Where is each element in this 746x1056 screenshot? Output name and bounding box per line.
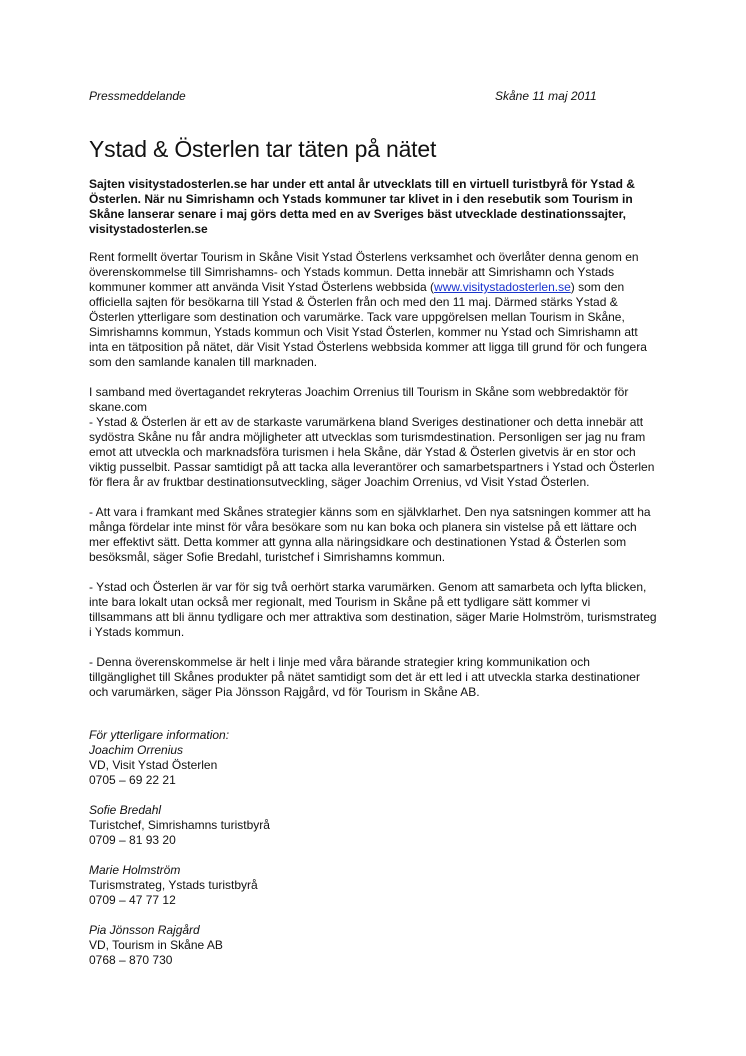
doc-type-label: Pressmeddelande (89, 89, 186, 103)
contact-name: Joachim Orrenius (89, 743, 184, 757)
article-body (89, 250, 657, 715)
contact-phone: 0709 – 47 77 12 (89, 893, 176, 907)
contact-name: Pia Jönsson Rajgård (89, 923, 200, 937)
paragraph-2-line-1: I samband med övertagandet rekryteras Joachim Orrenius till Tourism in Skåne som webbredaktör för skane.com (89, 385, 629, 414)
lead-paragraph: Sajten visitystadosterlen.se har under ett antal år utvecklats till en virtuell turistbyrå för Ystad & Österlen. När nu Simrishamn och Ystads kommuner tar klivet in i den resebutik som Tourism in Skåne lanserar senare i maj görs detta med en av Sveriges bäst utvecklade destinationssajter, visitystadosterlen.se (89, 177, 635, 236)
contact-phone: 0709 – 81 93 20 (89, 833, 176, 847)
page-title: Ystad & Österlen tar täten på nätet (89, 136, 437, 162)
contact-name: Marie Holmström (89, 863, 181, 877)
website-link[interactable]: www.visitystadosterlen.se (434, 280, 571, 294)
contact-phone: 0768 – 870 730 (89, 953, 173, 967)
paragraph-1-text-a: Rent formellt övertar Tourism in Skåne Visit Ystad Österlens verksamhet och överlåter denna genom en överenskommelse till Simrishamns- och Ystads kommun. Detta innebär att Simrishamn och Ystads kommuner kommer att använda Visit Ystad Österlens webbsida ( (89, 250, 639, 294)
paragraph-3: - Att vara i framkant med Skånes strategier känns som en självklarhet. Den nya satsningen kommer att ha många fördelar inte minst för våra besökare som nu kan boka och planera sin vistelse på ett lättare och mer effektivt sätt. Detta kommer att gynna alla näringsidkare och destinationen Ystad & Österlen som besöksmål, säger Sofie Bredahl, turistchef i Simrishamns kommun. (89, 505, 651, 564)
document-header (89, 88, 659, 104)
contact-block (89, 923, 270, 968)
contact-phone: 0705 – 69 22 21 (89, 773, 176, 787)
paragraph-4: - Ystad och Österlen är var för sig två oerhört starka varumärken. Genom att samarbeta och lyfta blicken, inte bara lokalt utan också mer regionalt, med Tourism in Skåne på ett tydligare sätt kommer vi tillsammans att bli ännu tydligare och mer attraktiva som destination, säger Marie Holmström, turismstrateg i Ystads kommun. (89, 580, 657, 639)
paragraph-1 (89, 250, 657, 370)
contact-name: Sofie Bredahl (89, 803, 162, 817)
contact-title: VD, Tourism in Skåne AB (89, 938, 223, 952)
contact-block (89, 743, 270, 788)
press-release-page (89, 88, 659, 967)
doc-date: Skåne 11 maj 2011 (495, 89, 597, 103)
contact-title: Turistchef, Simrishamns turistbyrå (89, 818, 270, 832)
paragraph-1-text-b: ) som den officiella sajten för besökarna till Ystad & Österlen från och med den 11 maj. Därmed stärks Ystad & Österlen ytterligare som destination och varumärke. Tack vare uppgörelsen mellan Tourism in Skåne, Simrishamns kommun, Ystads kommun och Visit Ystad Österlen, kommer nu Ystad och Simrishamn att inta en tätposition på nätet, där Visit Ystad Österlens webbsida kommer att ligga till grund för och fungera som den samlande kanalen till marknaden. (89, 280, 647, 369)
contacts-heading: För ytterligare information: (89, 728, 230, 742)
paragraph-5: - Denna överenskommelse är helt i linje med våra bärande strategier kring kommunikation och tillgänglighet till Skånes produkter på nätet samtidigt som det är ett led i att utveckla starka destinationer och varumärken, säger Pia Jönsson Rajgård, vd för Tourism in Skåne AB. (89, 655, 640, 699)
paragraph-2 (89, 385, 657, 490)
contact-title: VD, Visit Ystad Österlen (89, 758, 218, 772)
contact-block (89, 803, 270, 848)
paragraph-2-line-2: - Ystad & Österlen är ett av de starkaste varumärkena bland Sveriges destinationer och detta innebär att sydöstra Skåne nu får andra möjligheter att utvecklas som turismdestination. Personligen ser jag nu fram emot att utveckla och marknadsföra turismen i hela Skåne, där Ystad & Österlen givetvis är en stor och viktig pusselbit. Passar samtidigt på att tacka alla leverantörer och samarbetspartners i Ystad och Österlen för flera år av fruktbar destinationsutveckling, säger Joachim Orrenius, vd Visit Ystad Österlen. (89, 415, 655, 489)
contact-block (89, 863, 270, 908)
contact-title: Turismstrateg, Ystads turistbyrå (89, 878, 258, 892)
contact-section (89, 728, 270, 983)
